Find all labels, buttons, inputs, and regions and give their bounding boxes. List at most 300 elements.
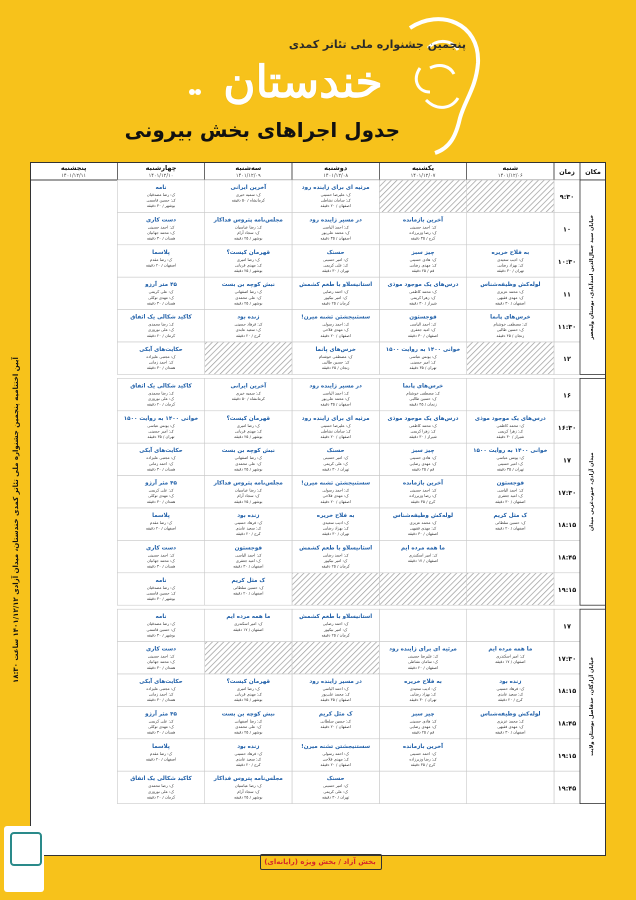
performance-detail: ک: امیر اسکندری [408,552,438,558]
performance-detail: ک: احمد حسینی [147,552,175,558]
performance-detail: ک: امیر نیکپور [324,294,348,300]
performance-detail: ک: فرهاد حسینی [234,750,263,756]
performance-detail: ک: علی نوروزی [148,327,174,333]
performance-detail: قم / ۲۵ دقیقه [411,466,435,472]
performance-detail: همدان / ۳۰ دقیقه [146,498,176,504]
performance-detail: اصفهان / ۳۰ دقیقه [495,300,526,306]
performance-detail: ک: احمد رسولی [322,487,349,493]
time-label: ۱۶ [563,391,571,400]
performance-detail: قم / ۲۵ دقیقه [411,268,435,273]
performance-detail: بوشهر / ۲۵ دقیقه [234,498,263,504]
cell-bg [205,642,292,674]
schedule-cell [467,245,554,277]
schedule-cell [205,739,292,771]
performance-title: حکایت‌های آبکی [139,448,183,455]
performance-title: قوجستون [409,314,437,321]
schedule-cell [379,310,466,342]
performance-title: حسنک [326,249,345,256]
performance-title: خوانی ۱۴۰۰ به روایت ۱۵۰۰ [473,448,548,455]
performance-detail: ک: محمد علی‌پور [321,230,350,235]
time-label: ۱۸:۴۵ [557,553,577,562]
schedule-cell [379,212,466,244]
cell-bg [467,573,554,605]
performance-detail: ک: علی کریمی [323,788,349,794]
performance-title: کاکید شکالی یک اتفاق [130,383,192,390]
performance-detail: ک: حسین طالبی [322,359,350,365]
performance-detail: ک: مهدی قربانی [234,428,262,434]
footer-legend: بخش آزاد / بخش ویژه (رایانه‌ای) [264,858,376,866]
schedule-cell [379,443,466,475]
performance-detail: اصفهان / ۲۰ دقیقه [320,762,351,767]
performance-title: ما همه مرده ایم [488,646,533,653]
schedule-cell [117,706,204,738]
performance-detail: ک: ادیب سعیدی [497,256,524,262]
performance-detail: ک: رضا وزیرزاده [409,230,437,235]
performance-detail: کرج / ۳۵ دقیقه [410,235,436,241]
performance-detail: تهران / ۳۵ دقیقه [409,365,437,371]
performance-detail: کرج / ۲۰ دقیقه [498,697,523,703]
performance-detail: اصفهان / ۳۰ دقیقه [407,531,439,537]
performance-detail: ک: محمد کاظمی [409,289,437,295]
performance-detail: ک: احمد الیاسی [322,686,349,691]
performance-detail: ک: مجتبی علیزاده [146,354,176,359]
performance-detail: کرج / ۲۰ دقیقه [236,332,261,338]
schedule-cell [379,739,466,771]
schedule-cell [205,378,292,410]
performance-title: درس‌های یک موجود موذی [474,415,546,422]
performance-detail: ک: علی کریمی [148,289,174,295]
performance-detail: اصفهان / ۲۰ دقیقه [320,434,351,439]
schedule-cell [117,411,204,443]
time-label: ۱۷:۳۰ [557,654,577,663]
header-date-label: ۱۴۰۱/۱۲/۰۷ [410,173,436,179]
performance-detail: ک: علی محمدی [235,724,262,729]
schedule-cell [205,642,292,674]
theatre-logo-mark [10,832,42,866]
performance-title: نبش کوچه بن بست [221,711,275,718]
performance-detail: ک: امیر اسکندری [234,621,263,627]
performance-detail: اصفهان / ۲۰ دقیقه [145,262,177,268]
performance-detail: ک: سعید عابدی [235,525,261,531]
performance-detail: ک: هادی حسینی [409,256,437,262]
performance-detail: بوشهر / ۳۰ دقیقه [146,596,176,601]
performance-detail: ک: مهدی رضایی [409,460,437,466]
performance-detail: ک: محمد جهانیان [147,230,175,235]
schedule-cell [117,212,204,244]
performance-detail: ک: محمد جهانیان [147,558,175,563]
performance-detail: کرمانشاه / ۵۰ دقیقه [231,197,265,203]
performance-detail: ک: سامان نشاطی [320,428,351,434]
performance-detail: بوشهر / ۲۵ دقیقه [234,434,263,439]
performance-detail: ک: محمد جهانیان [147,659,175,665]
time-label: ۱۲ [563,355,571,364]
performance-detail: ک: رضا امیری [236,422,260,428]
schedule-cell [467,540,554,572]
cell-bg [379,573,466,605]
schedule-cell [379,342,466,374]
performance-detail: ک: حسین طالبی [496,327,524,333]
performance-title: آخرین بازمانده [402,480,444,487]
performance-title: قهرمان کیست؟ [226,415,271,422]
schedule-cell [292,476,379,508]
schedule-cell [379,642,466,674]
poster-header [0,0,636,155]
performance-title: زنده بود [237,743,260,750]
performance-title: حسنک [326,448,345,455]
schedule-cell [205,508,292,540]
performance-detail: ک: امیر نیکپور [324,558,348,563]
performance-detail: ک: یونس عباسی [409,354,437,359]
performance-detail: اصفهان / ۳۰ دقیقه [495,498,526,504]
schedule-cell [467,573,554,605]
schedule-cell [379,771,466,803]
performance-title: قهرمان کیست؟ [226,679,271,685]
performance-detail: ک: زهرا کریمی [410,428,436,434]
performance-detail: ک: هادی حسینی [409,718,437,724]
header-day-label: یکشنبه [411,164,435,172]
performance-title: درس‌های یک موجود موذی [387,282,459,289]
performance-title: پلاسما [152,513,170,519]
performance-detail: بوشهر / ۲۵ دقیقه [234,235,263,241]
performance-title: دست کاری [146,217,176,224]
time-label: ۱۸:۴۵ [557,719,577,728]
performance-title: آخرین ایرانی [230,383,267,390]
cell-bg [467,739,554,771]
performance-title: نامه [155,614,167,621]
performance-title: استانیسلاو با طعم کشمش [299,545,373,552]
performance-title: در مسیر زاینده رود [309,679,362,685]
performance-title: دست کاری [146,545,176,552]
performance-detail: ک: حسین قاسمی [146,626,176,632]
schedule-cell [379,573,466,605]
schedule-cell [117,609,204,641]
performance-detail: اصفهان / ۳۰ دقیقه [407,332,439,338]
performance-title: استانیسلاو با طعم کشمش [299,614,373,621]
performance-detail: ک: رضا اصفهانی [234,289,262,295]
schedule-cell [467,277,554,309]
performance-detail: ک: احمد حسینی [147,224,175,230]
performance-detail: ک: محمد کاظمی [409,422,437,428]
schedule-cell [292,180,379,212]
schedule-cell [117,180,204,212]
performance-detail: تهران / ۳۰ دقیقه [322,466,350,472]
schedule-cell [117,310,204,342]
performance-detail: ک: سامان نشاطی [408,659,438,665]
schedule-cell [467,771,554,803]
performance-detail: ک: رضا امیری [236,686,260,691]
time-label: ۱۰ [563,225,571,234]
schedule-cell [292,245,379,277]
performance-detail: ک: سعید عابدی [497,691,523,697]
performance-detail: ک: امیر اسکندری [496,653,525,659]
performance-detail: ک: رضا مصدقیان [146,621,176,627]
header-day-label: چهارشنبه [145,164,177,172]
performance-detail: ک: زهرا کریمی [410,294,436,300]
performance-detail: ک: رضا مقدم [149,520,173,525]
performance-detail: ک: احمد رسولی [322,321,349,327]
time-label: ۱۹:۴۵ [557,784,577,793]
performance-detail: ک: حسین سلطانی [495,520,526,525]
performance-detail: ک: احمد زمانی [148,691,174,697]
schedule-cell [379,277,466,309]
cell-bg [292,642,379,674]
performance-detail: ک: رضا اصفهانی [234,718,262,724]
performance-title: ما همه مرده ایم [401,545,445,552]
header-date-label: ۱۴۰۱/۱۲/۰۸ [323,173,349,179]
performance-detail: ک: احمد حسینی [409,224,437,230]
performance-detail: کرمان / ۲۵ دقیقه [321,563,350,569]
cell-bg [379,180,466,212]
schedule-cell [205,310,292,342]
time-label: ۱۷ [563,622,571,631]
performance-detail: ک: مجتبی علیزاده [146,686,176,691]
schedule-cell [467,310,554,342]
performance-detail: اصفهان / ۳۵ دقیقه [320,235,351,241]
schedule-cell [292,706,379,738]
performance-detail: همدان / ۳۰ دقیقه [146,729,176,735]
performance-detail: ک: سجاد آرام [237,230,260,235]
time-label: ۱۹:۱۵ [557,586,577,594]
schedule-cell [205,180,292,212]
performance-title: زنده بود [237,513,260,519]
performance-detail: ک: احمد رضایی [322,289,349,295]
performance-detail: ک: سعید عابدی [235,327,261,333]
performance-title: پلاسما [152,249,170,256]
performance-title: قوجستون [234,545,263,552]
performance-detail: ک: مصطفی خوشنام [318,354,353,359]
schedule-cell [292,411,379,443]
performance-detail: تهران / ۳۰ دقیقه [496,268,524,273]
schedule-cell [117,573,204,605]
time-label: ۱۹:۱۵ [557,752,577,760]
performance-detail: ک: رضا محمدی [148,321,174,327]
performance-title: لوله‌کش وظیفه‌شناس [480,282,541,289]
schedule-cell [117,245,204,277]
performance-detail: کرمان / ۲۰ دقیقه [146,332,176,338]
schedule-cell [117,540,204,572]
schedule-table [30,162,606,856]
performance-detail: همدان / ۳۰ دقیقه [146,300,176,306]
performance-detail: ک: احمد الیاسی [497,487,524,493]
venue-label: خیابان آزادگان، حدفاصل بوستان ولایت [589,656,595,756]
performance-detail: ک: علیرضا حسینی [320,422,351,428]
performance-detail: اصفهان / ۳۵ دقیقه [320,697,351,703]
time-label: ۱۱:۳۰ [557,322,577,331]
performance-detail: قم / ۲۵ دقیقه [411,729,435,735]
performance-detail: ک: حسین سلطانی [233,584,264,590]
performance-detail: ک: فرهاد حسینی [234,321,263,327]
performance-detail: ک: مهدی رضایی [409,724,437,729]
performance-detail: ک: ادیب سعیدی [322,520,349,525]
performance-detail: کرمان / ۲۵ دقیقه [321,300,350,306]
performance-detail: اصفهان / ۲۰ دقیقه [320,203,351,209]
performance-detail: ک: احمد زمانی [148,460,174,466]
performance-detail: ک: مهدی رضایی [409,262,437,268]
performance-title: حکایت‌های آبکی [139,679,183,685]
performance-detail: ک: سعید عابدی [235,756,261,762]
cell-bg [467,212,554,244]
schedule-cell [379,378,466,410]
schedule-cell [292,609,379,641]
performance-detail: ک: بهزاد رضایی [410,691,436,697]
header-day-label: دوشنبه [324,164,348,172]
schedule-cell [379,411,466,443]
performance-title: ۴۵ متر آرزو [145,711,177,718]
performance-title: چیز سبز [411,711,435,718]
schedule-cell [292,277,379,309]
performance-detail: ک: سمیه خیری [235,192,261,197]
performance-detail: ک: علیرضا حسینی [407,653,439,659]
performance-detail: ک: ادیب سعیدی [409,686,437,691]
performance-detail: بوشهر / ۲۵ دقیقه [234,466,263,472]
cell-bg [205,342,292,374]
schedule-cell [117,476,204,508]
schedule-cell [292,739,379,771]
performance-detail: ک: امیر حسینی [323,256,349,262]
performance-detail: ک: رضا اصفهانی [234,455,262,461]
performance-detail: ک: امیر حسینی [323,455,349,461]
time-label: ۱۸:۱۵ [557,521,577,530]
schedule-cell [467,508,554,540]
performance-detail: ک: حسین سلطانی [320,718,351,724]
header-date-label: ۱۴۰۱/۱۲/۰۶ [497,173,523,179]
schedule-cell [467,476,554,508]
performance-detail: ک: احمد الیاسی [409,321,437,327]
performance-detail: اصفهان / ۳۰ دقیقه [233,563,264,569]
performance-detail: ک: حسین قاسمی [146,197,176,203]
performance-detail: ک: مهدی توکلی [148,493,174,499]
performance-detail: ک: مهدی قربانی [234,262,262,268]
schedule-cell [117,739,204,771]
performance-detail: ک: امید جعفری [410,327,436,333]
schedule-cell [292,642,379,674]
performance-title: آخرین بازمانده [402,217,444,224]
performance-title: حسنک [326,776,345,783]
schedule-cell [467,443,554,475]
schedule-cell [117,771,204,803]
performance-detail: ک: حسین قاسمی [146,590,176,596]
cell-bg [379,771,466,803]
performance-detail: ک: رضا عباسیان [234,487,262,493]
performance-detail: ک: مصطفی خوشنام [406,390,440,396]
performance-title: ۴۵ متر آرزو [145,282,177,289]
performance-title: لوله‌کش وظیفه‌شناس [392,513,454,519]
performance-detail: کرمان / ۲۵ دقیقه [321,632,350,638]
performance-detail: ک: مهدی فلاحی [322,327,349,333]
performance-detail: ک: رضا وزیرزاده [409,756,437,762]
performance-title: مجلس‌نامه پتروس فداکار [213,776,283,783]
schedule-cell [379,674,466,706]
performance-title: خوانی ۱۴۰۰ به روایت ۱۵۰۰ [123,415,199,422]
schedule-cell [292,378,379,410]
performance-detail: اصفهان / ۲۰ دقیقه [320,724,351,729]
schedule-cell [467,212,554,244]
performance-detail: ک: سامان نشاطی [320,197,351,203]
performance-title: قوجستون [496,480,525,487]
performance-detail: ک: احمد حسینی [409,750,437,756]
performance-detail: اصفهان / ۲۰ دقیقه [495,525,526,531]
performance-detail: ک: علی کریمی [148,718,174,724]
festival-logo-text: خندستان [223,57,383,108]
schedule-cell [205,573,292,605]
schedule-cell [117,508,204,540]
schedule-cell [467,378,554,410]
performance-detail: تهران / ۳۵ دقیقه [496,466,524,472]
schedule-cell [379,508,466,540]
performance-detail: ک: مصطفی خوشنام [493,321,528,327]
performance-detail: ک: محمد عزیزی [496,289,524,295]
closing-ceremony-note [6,340,26,700]
performance-detail: کرمانشاه / ۵۰ دقیقه [231,396,265,401]
performance-title: مجلس‌نامه پتروس فداکار [213,480,283,487]
performance-title: سستنیجشتن تشنه میرن! [301,480,371,487]
performance-detail: تهران / ۳۰ دقیقه [322,268,350,273]
schedule-cell [292,540,379,572]
performance-detail: اصفهان / ۲۰ دقیقه [145,756,177,762]
schedule-grid [30,162,606,856]
performance-title: خرس‌های پانما [402,383,444,390]
schedule-cell [379,180,466,212]
performance-detail: ک: رضا عباسیان [234,783,262,789]
performance-detail: ک: امیر حسینی [323,783,349,789]
performance-title: نامه [155,185,167,191]
performance-detail: ک: رضا مقدم [149,256,173,262]
performance-title: سستنیجشتن تشنه میرن! [301,314,371,321]
schedule-cell [467,342,554,374]
performance-detail: ک: احمد حسینی [147,653,175,659]
schedule-cell [117,342,204,374]
performance-detail: بوشهر / ۲۵ دقیقه [234,300,263,306]
performance-title: مجلس‌نامه پتروس فداکار [213,217,283,224]
performance-title: نبش کوچه بن بست [221,448,275,455]
time-label: ۱۷ [563,456,571,465]
performance-detail: ک: یونس عباسی [496,455,525,461]
performance-detail: اصفهان / ۲۰ دقیقه [320,498,351,504]
schedule-cell [379,476,466,508]
cell-bg [467,378,554,410]
performance-detail: ک: رضا امیری [236,256,260,262]
performance-title: مرثیه ای برای زاینده رود [301,415,370,422]
performance-title: در مسیر زاینده رود [309,217,362,224]
performance-detail: ک: احمد زمانی [148,359,174,365]
performance-title: لوله‌کش وظیفه‌شناس [480,711,541,718]
performance-detail: ک: امیر حسینی [497,460,523,466]
performance-title: حکایت‌های آبکی [139,347,183,353]
cell-bg [467,771,554,803]
schedule-cell [379,609,466,641]
performance-detail: ک: علی نوروزی [148,396,174,401]
performance-title: به فلاح خریره [491,249,530,256]
performance-detail: اصفهان / ۱۷ دقیقه [233,626,264,632]
performance-detail: بوشهر / ۲۵ دقیقه [234,794,263,800]
performance-detail: ک: یونس عباسی [147,422,175,428]
schedule-cell [467,739,554,771]
performance-detail: ک: امیر حسینی [410,359,436,365]
cell-bg [467,342,554,374]
performance-title: ک مثل کریم [231,577,266,584]
performance-detail: ک: مهدی فلاحی [322,756,349,762]
performance-detail: شیراز / ۳۰ دقیقه [409,434,437,439]
performance-title: استانیسلاو با طعم کشمش [299,282,373,289]
performance-detail: بوشهر / ۳۰ دقیقه [146,632,176,638]
performance-detail: اصفهان / ۳۰ دقیقه [495,729,526,735]
performance-title: قهرمان کیست؟ [226,249,271,256]
schedule-cell [205,771,292,803]
performance-detail: ک: بهزاد رضایی [497,262,524,268]
schedule-cell [467,706,554,738]
schedule-cell [292,674,379,706]
performance-detail: ک: فرهاد حسینی [234,520,263,525]
